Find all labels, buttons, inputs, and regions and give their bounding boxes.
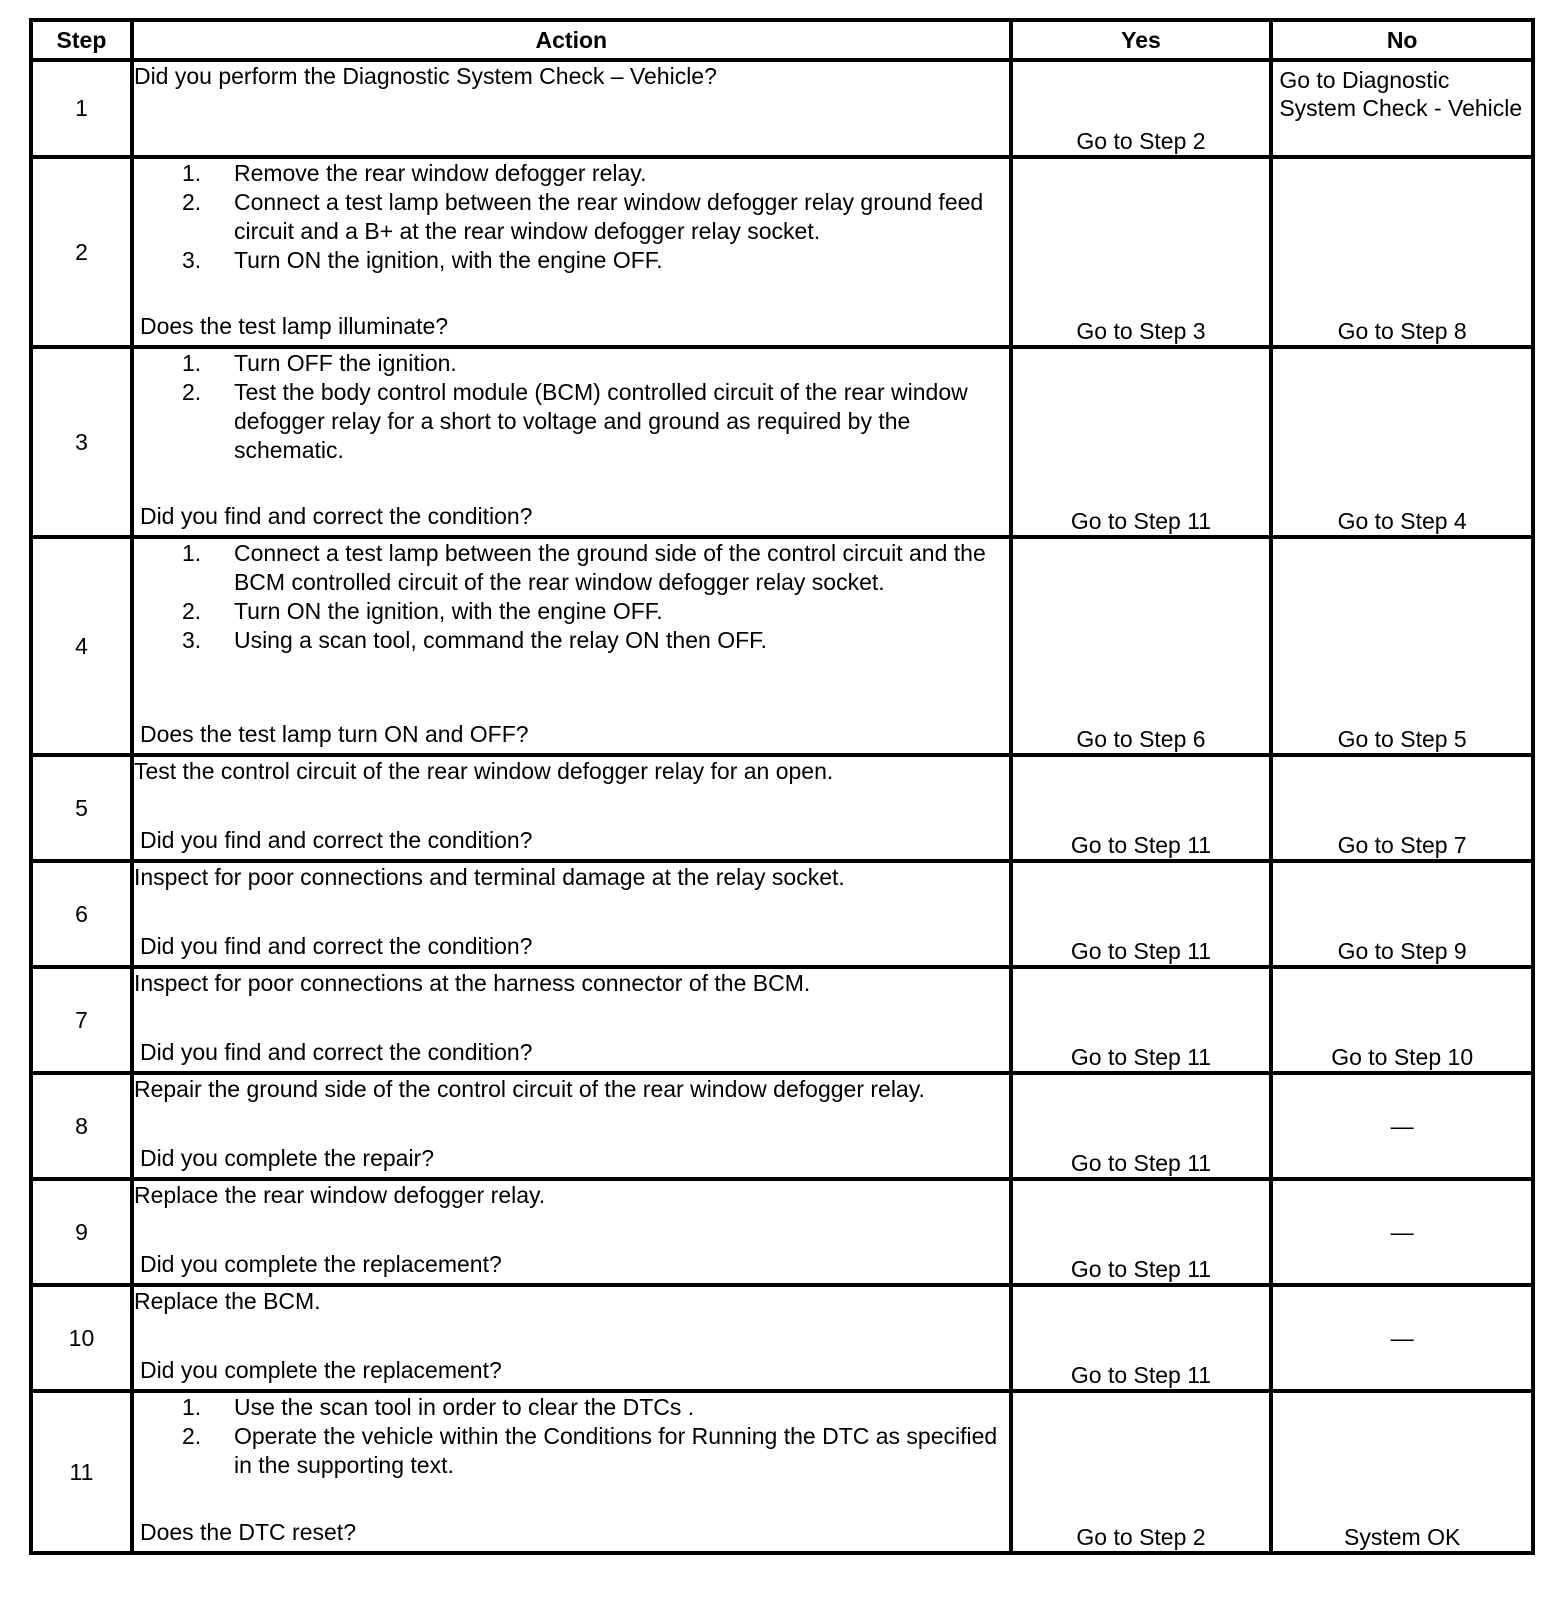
- no-cell: —: [1271, 1179, 1533, 1285]
- table-row: [31, 755, 1533, 861]
- action-step-item: 1. Connect a test lamp between the ground side of the control circuit and the BCM controlled circuit of the rear window defogger relay socket.: [181, 540, 986, 595]
- action-step-item: 2. Operate the vehicle within the Conditions for Running the DTC as specified in the supporting text.: [181, 1423, 998, 1478]
- header-yes: Yes: [1011, 20, 1272, 60]
- step-number: 4: [31, 537, 132, 755]
- yes-cell: Go to Step 11: [1011, 861, 1272, 967]
- action-step-item: 2. Turn ON the ignition, with the engine OFF.: [181, 598, 663, 624]
- action-steps: [134, 159, 1009, 275]
- no-cell: Go to Step 4: [1271, 347, 1533, 537]
- action-cell: [132, 157, 1011, 347]
- action-cell: [132, 1179, 1011, 1285]
- step-number: 10: [31, 1285, 132, 1391]
- action-question: Did you complete the repair?: [139, 1145, 435, 1171]
- action-cell: [132, 1285, 1011, 1391]
- table-row: [31, 537, 1533, 755]
- action-question: Did you find and correct the condition?: [139, 827, 533, 853]
- action-step-item: 1. Turn OFF the ignition.: [181, 350, 457, 376]
- action-question: Does the test lamp illuminate?: [139, 313, 449, 339]
- action-cell: [132, 755, 1011, 861]
- step-number: 7: [31, 967, 132, 1073]
- action-cell: [132, 1391, 1011, 1553]
- action-question: Did you find and correct the condition?: [139, 503, 533, 529]
- step-number: 5: [31, 755, 132, 861]
- action-prompt: Inspect for poor connections at the harness connector of the BCM.: [133, 970, 811, 996]
- action-step-item: 1. Use the scan tool in order to clear the DTCs .: [181, 1394, 695, 1420]
- step-number: 3: [31, 347, 132, 537]
- yes-cell: Go to Step 11: [1011, 1179, 1272, 1285]
- table-row: [31, 1073, 1533, 1179]
- action-step-item: 3. Using a scan tool, command the relay ON then OFF.: [181, 627, 768, 653]
- header-no: No: [1271, 20, 1533, 60]
- header-row: [31, 20, 1533, 60]
- step-number: 2: [31, 157, 132, 347]
- action-question: Did you complete the replacement?: [139, 1251, 502, 1277]
- yes-cell: Go to Step 2: [1011, 1391, 1272, 1553]
- no-cell: Go to Step 7: [1271, 755, 1533, 861]
- no-cell: Go to Diagnostic System Check - Vehicle: [1271, 60, 1533, 157]
- diagnostic-table: [29, 18, 1535, 1555]
- no-cell: Go to Step 9: [1271, 861, 1533, 967]
- action-question: Did you find and correct the condition?: [139, 933, 533, 959]
- action-question: Does the DTC reset?: [139, 1519, 356, 1545]
- action-step-item: 2. Test the body control module (BCM) controlled circuit of the rear window defogger relay for a short to voltage and ground as required by the schematic.: [181, 379, 968, 463]
- action-step-item: 2. Connect a test lamp between the rear window defogger relay ground feed circuit and a B+ at the rear window defogger relay socket.: [181, 189, 984, 244]
- action-question: Did you find and correct the condition?: [139, 1039, 533, 1065]
- yes-cell: Go to Step 11: [1011, 967, 1272, 1073]
- action-question: Does the test lamp turn ON and OFF?: [139, 721, 529, 747]
- action-prompt: Replace the BCM.: [133, 1288, 321, 1314]
- step-number: 1: [31, 60, 132, 157]
- action-prompt: Test the control circuit of the rear window defogger relay for an open.: [133, 758, 834, 784]
- action-cell: [132, 60, 1011, 157]
- action-prompt: Inspect for poor connections and terminal damage at the relay socket.: [133, 864, 845, 890]
- table-row: [31, 1179, 1533, 1285]
- yes-cell: Go to Step 6: [1011, 537, 1272, 755]
- action-steps: [134, 1393, 1009, 1480]
- table-row: [31, 1285, 1533, 1391]
- yes-cell: Go to Step 11: [1011, 1285, 1272, 1391]
- no-cell: Go to Step 5: [1271, 537, 1533, 755]
- step-number: 11: [31, 1391, 132, 1553]
- table-row: [31, 1391, 1533, 1553]
- table-row: [31, 967, 1533, 1073]
- step-number: 9: [31, 1179, 132, 1285]
- action-prompt: Did you perform the Diagnostic System Check – Vehicle?: [133, 63, 717, 89]
- action-cell: [132, 537, 1011, 755]
- yes-cell: Go to Step 11: [1011, 1073, 1272, 1179]
- yes-cell: Go to Step 11: [1011, 347, 1272, 537]
- action-cell: [132, 347, 1011, 537]
- table-row: [31, 861, 1533, 967]
- action-cell: [132, 1073, 1011, 1179]
- yes-cell: Go to Step 2: [1011, 60, 1272, 157]
- action-prompt: Replace the rear window defogger relay.: [133, 1182, 546, 1208]
- action-steps: [134, 349, 1009, 465]
- table-row: [31, 347, 1533, 537]
- action-step-item: 3. Turn ON the ignition, with the engine OFF.: [181, 247, 663, 273]
- action-question: Did you complete the replacement?: [139, 1357, 502, 1383]
- action-cell: [132, 967, 1011, 1073]
- action-step-item: 1. Remove the rear window defogger relay.: [181, 160, 647, 186]
- no-cell: System OK: [1271, 1391, 1533, 1553]
- action-steps: [134, 539, 1009, 655]
- yes-cell: Go to Step 11: [1011, 755, 1272, 861]
- yes-cell: Go to Step 3: [1011, 157, 1272, 347]
- action-prompt: Repair the ground side of the control circuit of the rear window defogger relay.: [133, 1076, 925, 1102]
- table-row: [31, 157, 1533, 347]
- action-cell: [132, 861, 1011, 967]
- no-cell: —: [1271, 1285, 1533, 1391]
- no-cell: Go to Step 10: [1271, 967, 1533, 1073]
- header-action: Action: [132, 20, 1011, 60]
- header-step: Step: [31, 20, 132, 60]
- no-cell: Go to Step 8: [1271, 157, 1533, 347]
- step-number: 8: [31, 1073, 132, 1179]
- no-cell: —: [1271, 1073, 1533, 1179]
- table-row: [31, 60, 1533, 157]
- step-number: 6: [31, 861, 132, 967]
